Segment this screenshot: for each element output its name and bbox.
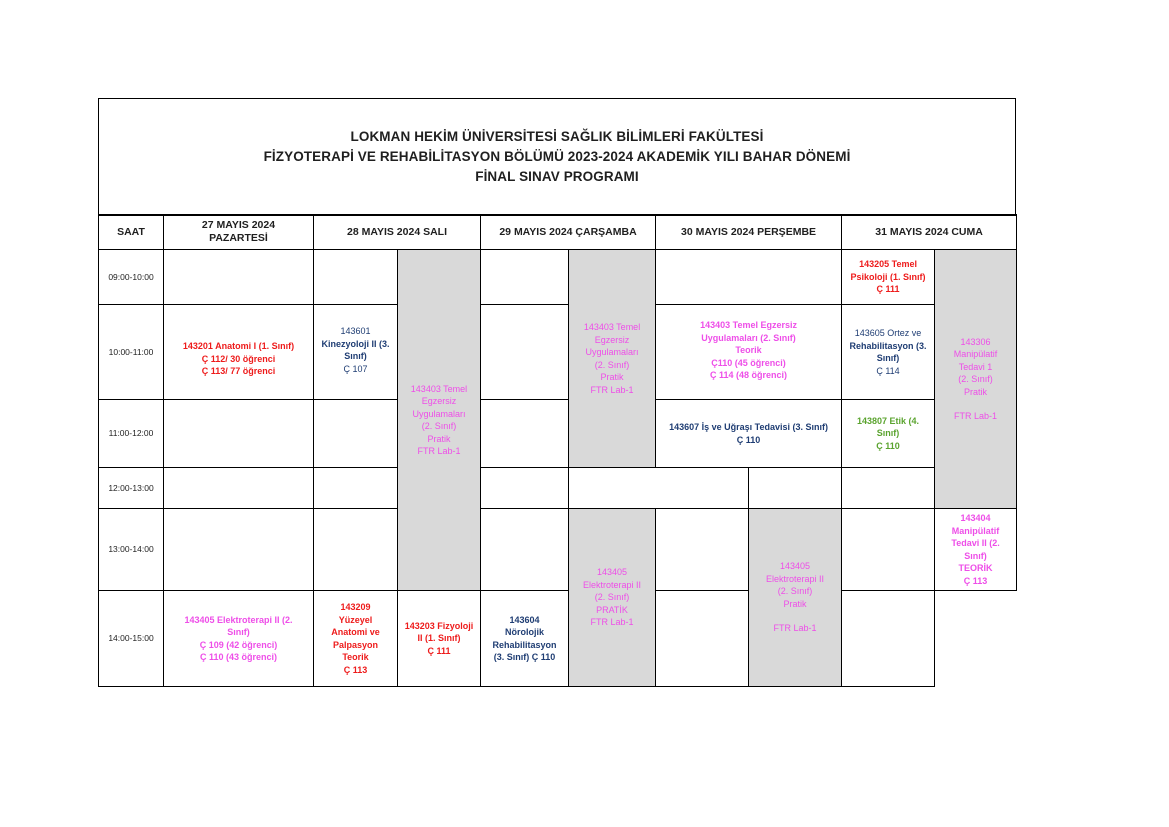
exam-line: Pratik [783,598,807,609]
exam-line: Uygulamaları [412,408,466,419]
exam-tue-yuzeyel-anatomi [314,591,398,687]
exam-line: (2. Sınıf) [594,592,630,603]
exam-tue-temel-egzersiz [398,250,481,591]
exam-line: Palpasyon [332,639,379,650]
day-header-friday: 31 MAYIS 2024 CUMA [842,215,1017,250]
exam-line: Teorik [342,652,369,662]
exam-line: Manipülatif [951,525,1000,536]
empty-cell [164,468,314,509]
day-header-wednesday: 29 MAYIS 2024 ÇARŞAMBA [481,215,656,250]
exam-line: Psikoloji (1. Sınıf) [850,271,926,282]
exam-wed-temel-egzersiz [569,250,656,468]
exam-line: PRATİK [596,604,628,615]
department-title: FİZYOTERAPİ VE REHABİLİTASYON BÖLÜMÜ 2023-2024 AKADEMİK YILI BAHAR DÖNEMİ [263,149,851,164]
exam-line: TEORİK [958,563,993,573]
exam-line: (2. Sınıf) [777,586,813,597]
exam-line-spacer [938,398,1013,410]
exam-line: Rehabilitasyon (3. [849,340,927,351]
exam-line: Ç 110 (43 öğrenci) [199,652,278,662]
exam-fri-etik [842,400,935,468]
exam-line: 143306 [960,336,991,347]
monday-name: PAZARTESİ [209,232,268,244]
empty-cell [481,305,569,400]
exam-line: Ç 114 [876,365,900,376]
day-header-row [99,215,1017,250]
exam-line: Tedavi II (2. [951,538,1000,548]
empty-cell [656,250,842,305]
exam-line: Kinezyoloji II (3. [321,338,390,349]
exam-thu-is-ugrasi [656,400,842,468]
empty-cell [656,509,749,591]
exam-line: FTR Lab-1 [590,384,634,395]
exam-line: Ç110 (45 öğrenci) [711,357,786,368]
exam-line: Anatomi ve [331,627,380,637]
exam-line: Manipülatif [953,349,998,359]
exam-line: Ç 111 [427,645,451,656]
schedule-header [98,98,1016,216]
exam-fri-ortez [842,305,935,400]
exam-line: 143201 Anatomi I (1. Sınıf) [182,341,295,352]
exam-line: (2. Sınıf) [421,421,457,431]
exam-line: 143604 [509,614,540,625]
exam-line: 143601 [340,326,371,336]
time-row [99,400,1017,468]
exam-line: (2. Sınıf) [958,374,993,384]
empty-cell [749,468,842,509]
exam-line: Pratik [427,433,451,444]
time-cell: 14:00-15:00 [99,591,164,687]
exam-line: FTR Lab-1 [590,617,634,628]
exam-line: FTR Lab-1 [954,411,998,421]
exam-line: Ç 111 [876,284,900,295]
program-title: FİNAL SINAV PROGRAMI [475,169,639,184]
exam-tue-kinezyoloji [314,305,398,400]
exam-line: Ç 110 [736,434,761,445]
exam-line: Sınıf) [227,627,250,637]
exam-line: Ç 113 [963,575,988,586]
exam-line: Egzersiz [421,396,457,406]
time-cell: 12:00-13:00 [99,468,164,509]
empty-cell [164,250,314,305]
exam-line: Egzersiz [594,334,630,345]
time-cell: 10:00-11:00 [99,305,164,400]
exam-line: 143605 Ortez ve [854,328,922,338]
exam-fri-manipulatif-2 [935,509,1017,591]
empty-cell [481,250,569,305]
exam-line: Sınıf) [876,428,900,439]
exam-line-spacer [752,610,838,622]
saat-header: SAAT [99,215,164,250]
exam-fri-psikoloji [842,250,935,305]
exam-line: 143403 Temel [583,322,641,332]
faculty-title: LOKMAN HEKİM ÜNİVERSİTESİ SAĞLIK BİLİMLERİ FAKÜLTESİ [350,129,764,144]
exam-line: Rehabilitasyon [492,639,557,650]
exam-line: Ç 107 [343,363,368,374]
exam-line: Sınıf) [344,351,367,361]
exam-line: Elektroterapi II [582,579,642,590]
exam-line: 143209 [340,602,371,612]
time-cell: 11:00-12:00 [99,400,164,468]
exam-mon-elektroterapi [164,591,314,687]
exam-line: 143405 [780,561,811,572]
empty-cell [314,509,398,591]
exam-line: Nörolojik [504,627,544,637]
empty-cell [842,591,935,687]
exam-line: 143405 Elektroterapi II (2. [184,614,293,625]
day-header-tuesday: 28 MAYIS 2024 SALI [314,215,481,250]
time-row [99,250,1017,305]
exam-line: FTR Lab-1 [417,446,461,456]
exam-line: Uygulamaları (2. Sınıf) [701,332,796,343]
time-row [99,468,1017,509]
exam-thu-temel-egzersiz [656,305,842,400]
empty-cell [656,591,749,687]
exam-line: 143203 Fizyoloji [404,620,474,631]
exam-line: 143205 Temel [859,259,917,270]
day-header-monday [164,215,314,250]
exam-line: Ç 114 (48 öğrenci) [710,370,788,380]
empty-cell [164,400,314,468]
exam-line: Ç 112/ 30 öğrenci [201,353,276,364]
exam-line: Sınıf) [964,550,987,561]
monday-date: 27 MAYIS 2024 [201,219,276,231]
exam-line: Ç 113/ 77 öğrenci [201,366,276,377]
exam-line: FTR Lab-1 [773,623,817,634]
time-cell: 09:00-10:00 [99,250,164,305]
exam-line: Ç 110 [876,440,900,451]
exam-line: Pratik [964,386,988,397]
exam-thu-elektroterapi [749,509,842,687]
exam-wed-elektroterapi [569,509,656,687]
time-row [99,305,1017,400]
exam-line: Pratik [600,372,624,382]
empty-cell [842,509,935,591]
exam-line: (3. Sınıf) Ç 110 [493,652,556,662]
exam-mon-anatomi [164,305,314,400]
time-row [99,591,1017,687]
empty-cell [481,468,569,509]
exam-line: Elektroterapi II [766,573,825,584]
exam-line: Teorik [735,345,762,355]
empty-cell [164,509,314,591]
exam-line: (2. Sınıf) [594,359,630,370]
exam-fri-manipulatif-1 [935,250,1017,509]
exam-line: Tedavi 1 [958,361,993,372]
empty-cell [481,400,569,468]
exam-line: Ç 109 (42 öğrenci) [199,639,278,650]
exam-line: Sınıf) [876,353,900,363]
exam-line: II (1. Sınıf) [417,633,461,644]
exam-line: Uygulamaları [585,347,639,357]
day-header-thursday: 30 MAYIS 2024 PERŞEMBE [656,215,842,250]
exam-line: 143807 Etik (4. [857,415,920,426]
exam-schedule-sheet [98,98,1016,686]
empty-cell [569,468,749,509]
exam-wed-fizyoloji [398,591,481,687]
exam-line: 143404 [960,513,991,523]
time-row [99,509,1017,591]
empty-cell [314,250,398,305]
time-cell: 13:00-14:00 [99,509,164,591]
empty-cell [481,509,569,591]
exam-line: 143405 [596,567,628,578]
exam-line: 143403 Temel Egzersiz [700,320,797,330]
exam-line: Yüzeyel [338,614,373,625]
empty-cell [314,400,398,468]
exam-line: 143403 Temel [410,383,468,394]
exam-thu-norolojik [481,591,569,687]
schedule-table [98,214,1017,687]
exam-line: 143607 İş ve Uğraşı Tedavisi (3. Sınıf) [669,422,828,432]
empty-cell [314,468,398,509]
exam-line: Ç 113 [343,664,368,675]
